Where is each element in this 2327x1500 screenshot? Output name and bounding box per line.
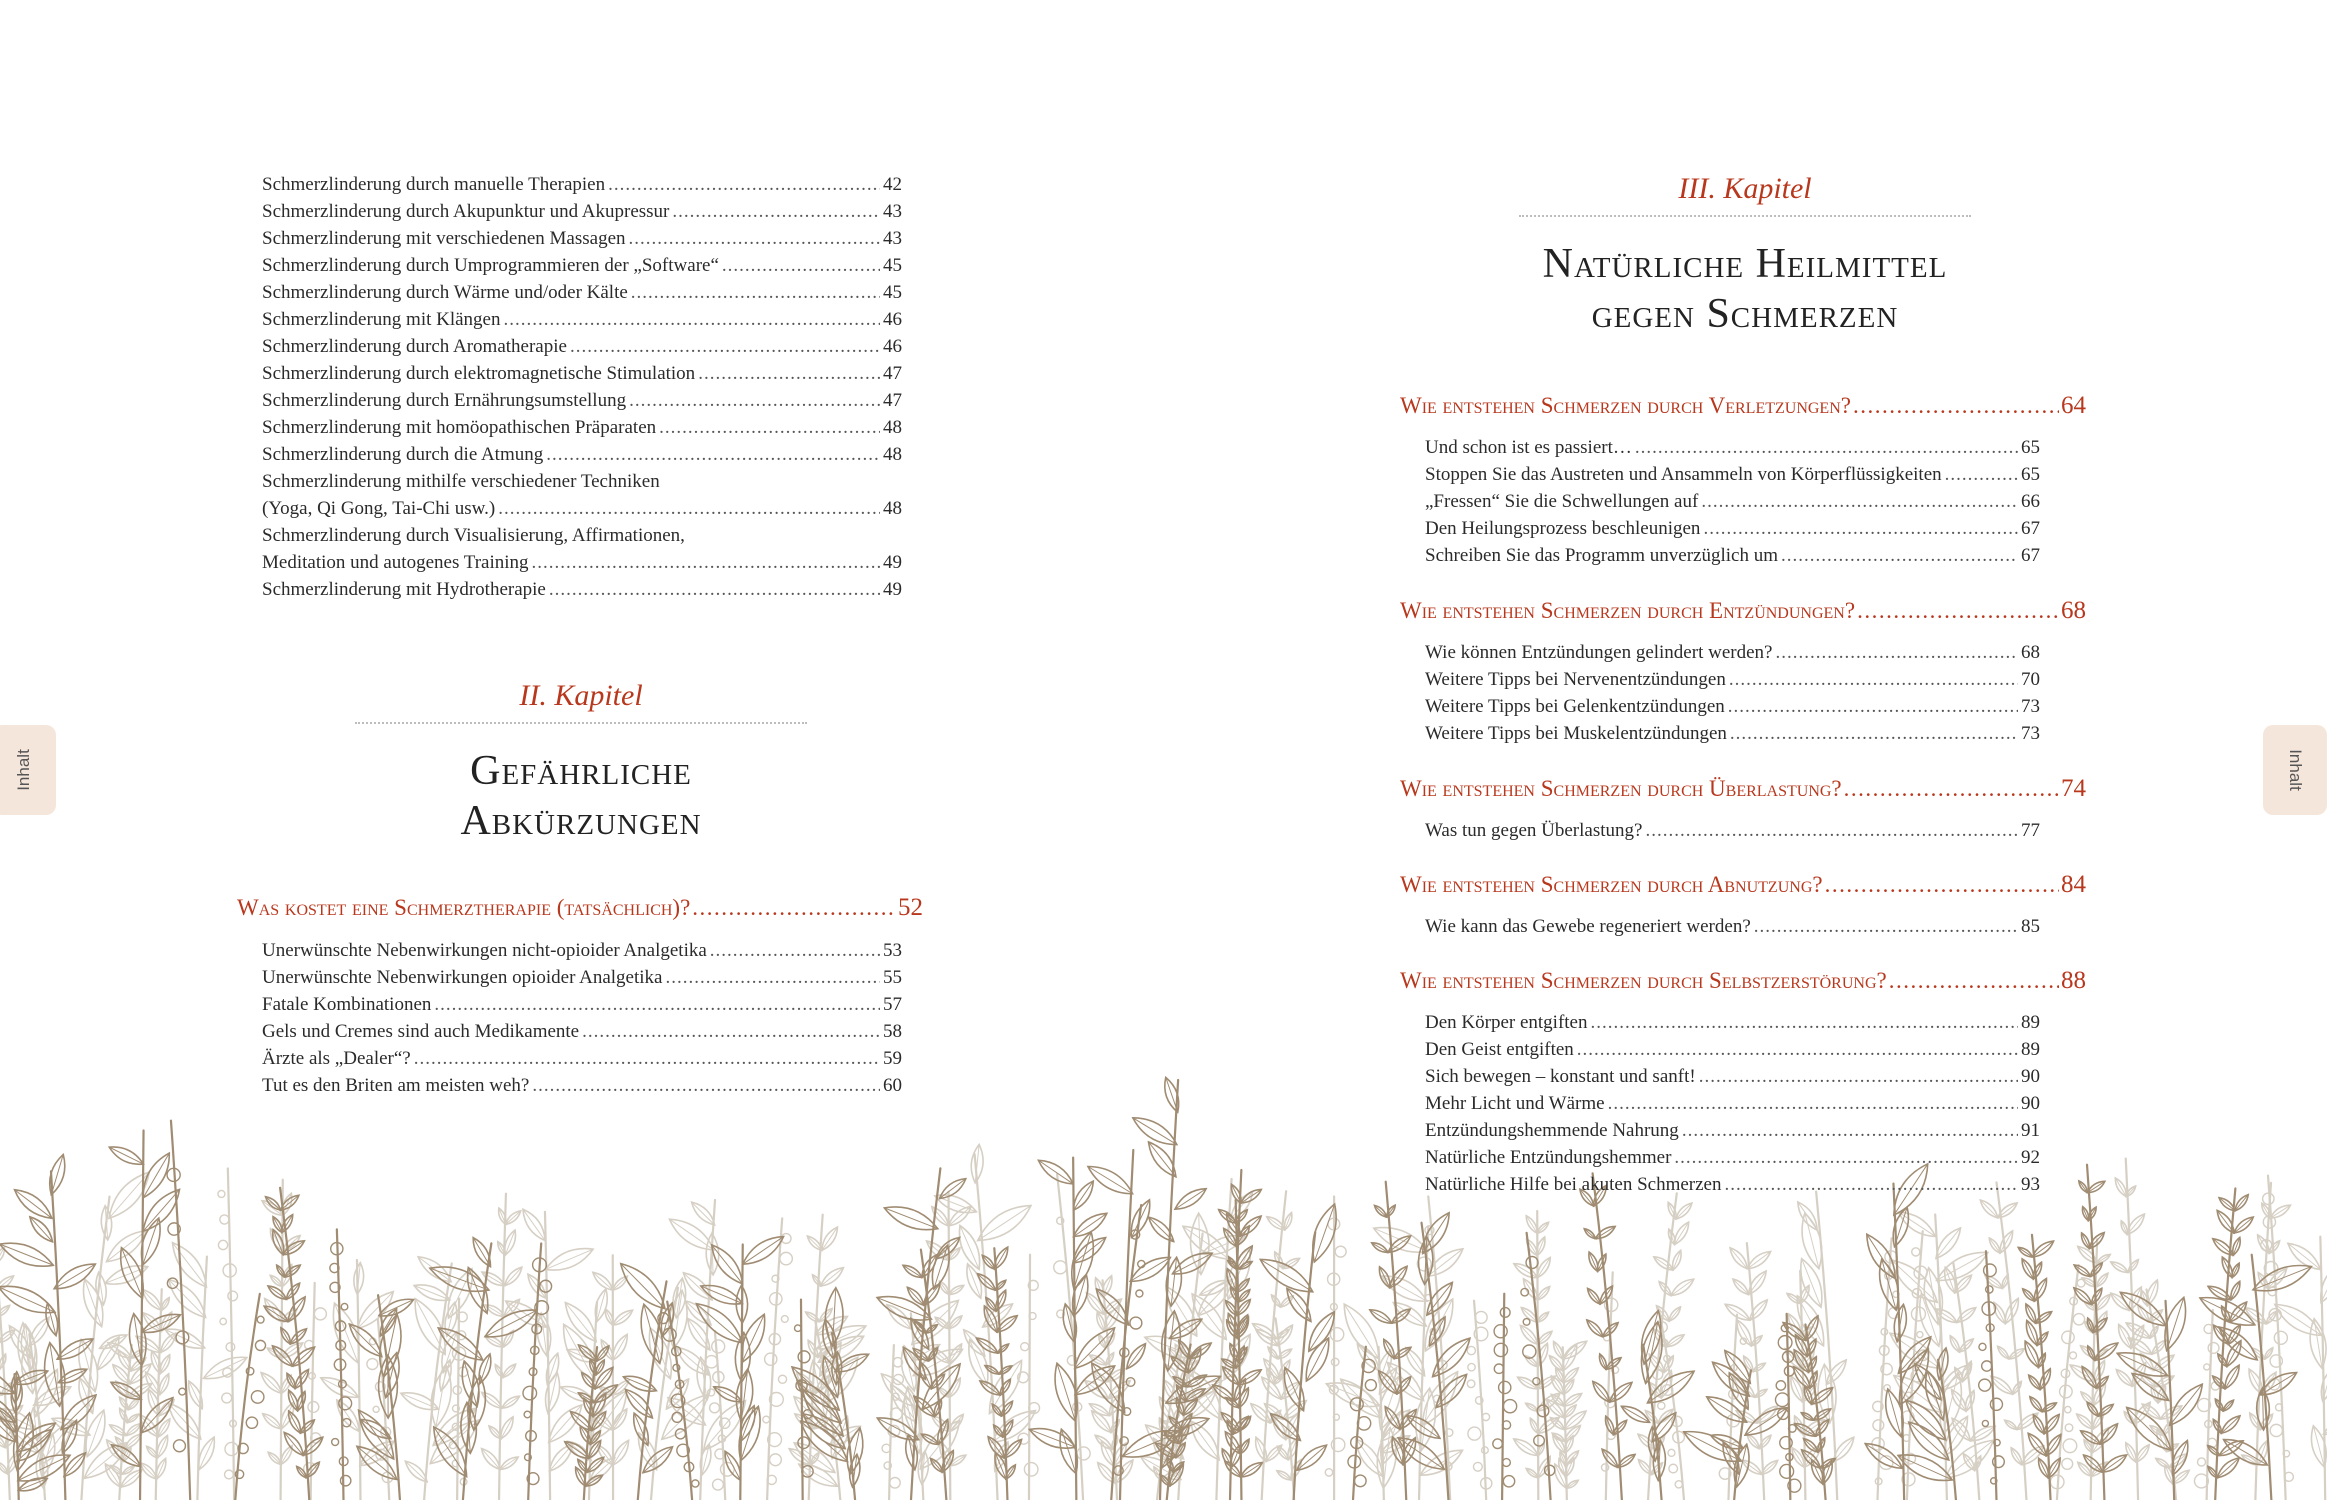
dot-leader bbox=[1853, 393, 2059, 419]
chapter-2-heading bbox=[355, 678, 807, 846]
dot-leader bbox=[1781, 542, 2018, 569]
toc-entry-title: Schmerzlinderung mit Hydrotherapie bbox=[262, 579, 546, 600]
dot-leader bbox=[582, 1018, 880, 1045]
chapter-3-heading bbox=[1519, 171, 1971, 339]
toc-entry-title: Unerwünschte Nebenwirkungen nicht-opioider Analgetika bbox=[262, 940, 707, 961]
toc-entry-title: Stoppen Sie das Austreten und Ansammeln von Körperflüssigkeiten bbox=[1425, 464, 1942, 485]
toc-entry-page: 73 bbox=[2021, 723, 2040, 744]
toc-entry-title: Weitere Tipps bei Nervenentzündungen bbox=[1425, 669, 1726, 690]
dot-leader bbox=[549, 576, 880, 603]
toc-entry-title: Gels und Cremes sind auch Medikamente bbox=[262, 1021, 580, 1042]
dot-leader bbox=[532, 549, 880, 576]
section-title: Wie entstehen Schmerzen durch Überlastung? bbox=[1400, 776, 1842, 801]
toc-entry-page: 48 bbox=[883, 444, 902, 465]
dot-leader bbox=[1682, 1117, 2018, 1144]
toc-entry[interactable] bbox=[1425, 1144, 2040, 1171]
side-tab-right bbox=[2263, 725, 2327, 815]
toc-entry-page: 73 bbox=[2021, 696, 2040, 717]
toc-entry-line: Schmerzlinderung mithilfe verschiedener Techniken bbox=[262, 471, 660, 492]
toc-entry[interactable] bbox=[1425, 461, 2040, 488]
toc-entry-title: Schmerzlinderung durch Akupunktur und Akupressur bbox=[262, 201, 670, 222]
toc-entry[interactable] bbox=[262, 225, 902, 252]
toc-entry-page: 47 bbox=[883, 390, 902, 411]
toc-entry[interactable] bbox=[262, 1045, 902, 1072]
toc-entry-page: 66 bbox=[2021, 491, 2040, 512]
toc-entry-page: 60 bbox=[883, 1075, 902, 1096]
dot-leader bbox=[1728, 693, 2018, 720]
divider bbox=[355, 722, 807, 724]
dot-leader bbox=[1608, 1090, 2018, 1117]
toc-section-entries bbox=[1425, 639, 2040, 747]
section-page: 64 bbox=[2061, 392, 2086, 419]
section-title: Wie entstehen Schmerzen durch Selbstzerstörung? bbox=[1400, 968, 1887, 993]
toc-entry-page: 57 bbox=[883, 994, 902, 1015]
toc-entry-page: 59 bbox=[883, 1048, 902, 1069]
toc-entry[interactable] bbox=[1425, 1009, 2040, 1036]
toc-entry[interactable] bbox=[262, 198, 902, 225]
toc-entry-page: 92 bbox=[2021, 1147, 2040, 1168]
toc-entry[interactable] bbox=[262, 1018, 902, 1045]
toc-entry[interactable] bbox=[1425, 639, 2040, 666]
toc-entry-title: „Fressen“ Sie die Schwellungen auf bbox=[1425, 491, 1699, 512]
section-page: 88 bbox=[2061, 967, 2086, 994]
toc-entry[interactable] bbox=[1425, 817, 2040, 844]
toc-entry-title: Schmerzlinderung durch Aromatherapie bbox=[262, 336, 567, 357]
toc-entry[interactable] bbox=[262, 495, 902, 522]
toc-entry-page: 65 bbox=[2021, 464, 2040, 485]
section-title: Was kostet eine Schmerztherapie (tatsächlich)? bbox=[237, 895, 691, 920]
dot-leader bbox=[1591, 1009, 2019, 1036]
toc-left-section bbox=[262, 937, 902, 1099]
toc-entry-page: 65 bbox=[2021, 437, 2040, 458]
dot-leader bbox=[608, 171, 880, 198]
dot-leader bbox=[1674, 1144, 2018, 1171]
toc-section-entries bbox=[1425, 434, 2040, 569]
toc-entry-page: 70 bbox=[2021, 669, 2040, 690]
toc-entry-title: Schmerzlinderung mit verschiedenen Massagen bbox=[262, 228, 626, 249]
toc-entry-title: Natürliche Hilfe bei akuten Schmerzen bbox=[1425, 1174, 1722, 1195]
section-page: 84 bbox=[2061, 871, 2086, 898]
dot-leader bbox=[1703, 515, 2018, 542]
toc-entry-title: Schmerzlinderung durch elektromagnetische Stimulation bbox=[262, 363, 696, 384]
toc-section-entries bbox=[1425, 817, 2040, 844]
toc-left-top bbox=[262, 171, 902, 603]
toc-entry-title: Weitere Tipps bei Gelenkentzündungen bbox=[1425, 696, 1725, 717]
dot-leader bbox=[710, 937, 880, 964]
toc-entry-line: Schmerzlinderung durch Visualisierung, Affirmationen, bbox=[262, 525, 685, 546]
toc-section-heading[interactable] bbox=[237, 894, 923, 922]
divider bbox=[1519, 215, 1971, 217]
dot-leader bbox=[1844, 776, 2059, 802]
dot-leader bbox=[631, 279, 880, 306]
toc-entry[interactable] bbox=[1425, 1117, 2040, 1144]
chapter-label: III. Kapitel bbox=[1678, 172, 1812, 205]
toc-entry-page: 90 bbox=[2021, 1066, 2040, 1087]
toc-entry[interactable] bbox=[262, 441, 902, 468]
dot-leader bbox=[1701, 488, 2018, 515]
toc-entry[interactable] bbox=[262, 576, 902, 603]
toc-entry[interactable] bbox=[1425, 720, 2040, 747]
dot-leader bbox=[1725, 1171, 2019, 1198]
toc-entry-title: Was tun gegen Überlastung? bbox=[1425, 820, 1643, 841]
toc-entry-title: Schmerzlinderung durch die Atmung bbox=[262, 444, 544, 465]
toc-entry[interactable] bbox=[1425, 434, 2040, 461]
toc-entry-title: Den Heilungsprozess beschleunigen bbox=[1425, 518, 1701, 539]
dot-leader bbox=[498, 495, 880, 522]
toc-entry[interactable] bbox=[262, 171, 902, 198]
toc-entry-title: Wie können Entzündungen gelindert werden? bbox=[1425, 642, 1773, 663]
toc-entry[interactable] bbox=[1425, 515, 2040, 542]
toc-entry-page: 48 bbox=[883, 417, 902, 438]
toc-entry[interactable] bbox=[262, 333, 902, 360]
dot-leader bbox=[546, 441, 880, 468]
toc-entry[interactable] bbox=[1425, 1090, 2040, 1117]
toc-entry-title: Und schon ist es passiert… bbox=[1425, 437, 1632, 458]
dot-leader bbox=[434, 991, 880, 1018]
dot-leader bbox=[1775, 639, 2018, 666]
toc-entry-page: 90 bbox=[2021, 1093, 2040, 1114]
toc-entry-page: 58 bbox=[883, 1021, 902, 1042]
toc-entry-page: 47 bbox=[883, 363, 902, 384]
toc-entry-page: 85 bbox=[2021, 916, 2040, 937]
dot-leader bbox=[1945, 461, 2018, 488]
dot-leader bbox=[1857, 598, 2059, 624]
toc-entry-title: Schmerzlinderung durch manuelle Therapien bbox=[262, 174, 606, 195]
toc-entry-title: Tut es den Briten am meisten weh? bbox=[262, 1075, 530, 1096]
toc-section-heading[interactable] bbox=[1400, 871, 2086, 899]
dot-leader bbox=[1635, 434, 2018, 461]
toc-entry-page: 89 bbox=[2021, 1012, 2040, 1033]
dot-leader bbox=[672, 198, 880, 225]
dot-leader bbox=[1699, 1063, 2018, 1090]
toc-entry-title: Den Geist entgiften bbox=[1425, 1039, 1574, 1060]
section-page: 74 bbox=[2061, 775, 2086, 802]
toc-entry-page: 46 bbox=[883, 309, 902, 330]
toc-entry-title: Weitere Tipps bei Muskelentzündungen bbox=[1425, 723, 1727, 744]
toc-entry-page: 49 bbox=[883, 579, 902, 600]
side-tab-left bbox=[0, 725, 56, 815]
dot-leader bbox=[1730, 720, 2018, 747]
toc-entry-title: Den Körper entgiften bbox=[1425, 1012, 1588, 1033]
toc-entry[interactable] bbox=[1425, 913, 2040, 940]
toc-entry-page: 55 bbox=[883, 967, 902, 988]
side-tab-label: Inhalt bbox=[2286, 749, 2305, 791]
toc-entry-title: Entzündungshemmende Nahrung bbox=[1425, 1120, 1679, 1141]
section-page: 68 bbox=[2061, 597, 2086, 624]
toc-entry[interactable] bbox=[262, 252, 902, 279]
dot-leader bbox=[659, 414, 880, 441]
toc-entry-page: 67 bbox=[2021, 518, 2040, 539]
toc-entry[interactable] bbox=[1425, 666, 2040, 693]
toc-entry-page: 89 bbox=[2021, 1039, 2040, 1060]
section-title: Wie entstehen Schmerzen durch Entzündungen? bbox=[1400, 598, 1856, 623]
dot-leader bbox=[1825, 872, 2059, 898]
section-title: Wie entstehen Schmerzen durch Abnutzung? bbox=[1400, 872, 1823, 897]
toc-entry-page: 53 bbox=[883, 940, 902, 961]
chapter-label: II. Kapitel bbox=[519, 679, 643, 712]
toc-entry[interactable] bbox=[262, 1072, 902, 1099]
toc-entry-title: Sich bewegen – konstant und sanft! bbox=[1425, 1066, 1696, 1087]
toc-entry[interactable] bbox=[262, 964, 902, 991]
toc-entry[interactable] bbox=[1425, 693, 2040, 720]
dot-leader bbox=[629, 387, 880, 414]
dot-leader bbox=[722, 252, 880, 279]
dot-leader bbox=[1729, 666, 2018, 693]
dot-leader bbox=[629, 225, 880, 252]
toc-entry-title: Natürliche Entzündungshemmer bbox=[1425, 1147, 1672, 1168]
dot-leader bbox=[414, 1045, 880, 1072]
toc-entry-title: Schmerzlinderung durch Wärme und/oder Kälte bbox=[262, 282, 628, 303]
dot-leader bbox=[1754, 913, 2018, 940]
toc-section-heading[interactable] bbox=[1400, 392, 2086, 420]
toc-entry-page: 91 bbox=[2021, 1120, 2040, 1141]
toc-entry[interactable] bbox=[262, 306, 902, 333]
dot-leader bbox=[1889, 968, 2059, 994]
toc-entry-title: Fatale Kombinationen bbox=[262, 994, 432, 1015]
toc-entry[interactable] bbox=[262, 387, 902, 414]
toc-entry-title: Schreiben Sie das Programm unverzüglich um bbox=[1425, 545, 1779, 566]
dot-leader bbox=[698, 360, 880, 387]
dot-leader bbox=[692, 895, 896, 921]
toc-entry-title: Schmerzlinderung durch Ernährungsumstellung bbox=[262, 390, 627, 411]
toc-entry[interactable] bbox=[1425, 1063, 2040, 1090]
toc-entry-page: 49 bbox=[883, 552, 902, 573]
toc-entry[interactable] bbox=[262, 937, 902, 964]
toc-entry[interactable] bbox=[1425, 1171, 2040, 1198]
side-tab-label: Inhalt bbox=[14, 749, 33, 791]
toc-entry-page: 45 bbox=[883, 255, 902, 276]
toc-entry[interactable] bbox=[262, 360, 902, 387]
toc-entry-title: Schmerzlinderung mit Klängen bbox=[262, 309, 501, 330]
toc-entry-title: Ärzte als „Dealer“? bbox=[262, 1048, 411, 1069]
toc-section-entries bbox=[1425, 1009, 2040, 1198]
chapter-title: Gefährliche Abkürzungen bbox=[460, 748, 702, 844]
toc-entry[interactable] bbox=[262, 414, 902, 441]
chapter-title: Natürliche Heilmittel gegen Schmerzen bbox=[1542, 241, 1948, 337]
dot-leader bbox=[665, 964, 880, 991]
dot-leader bbox=[570, 333, 880, 360]
toc-entry-page: 46 bbox=[883, 336, 902, 357]
toc-entry-page: 43 bbox=[883, 201, 902, 222]
toc-entry-title: Wie kann das Gewebe regeneriert werden? bbox=[1425, 916, 1751, 937]
toc-entry-page: 48 bbox=[883, 498, 902, 519]
toc-entry-page: 67 bbox=[2021, 545, 2040, 566]
toc-entry-page: 93 bbox=[2021, 1174, 2040, 1195]
toc-entry-page: 42 bbox=[883, 174, 902, 195]
toc-section-heading[interactable] bbox=[1400, 967, 2086, 995]
toc-entry-title: Schmerzlinderung durch Umprogrammieren der „Software“ bbox=[262, 255, 719, 276]
toc-entry[interactable] bbox=[1425, 1036, 2040, 1063]
toc-section-entries bbox=[1425, 913, 2040, 940]
dot-leader bbox=[532, 1072, 880, 1099]
toc-section-heading[interactable] bbox=[1400, 775, 2086, 803]
toc-entry[interactable] bbox=[1425, 542, 2040, 569]
toc-entry-page: 43 bbox=[883, 228, 902, 249]
toc-entry-title: Meditation und autogenes Training bbox=[262, 552, 529, 573]
toc-entry-title: Schmerzlinderung mit homöopathischen Präparaten bbox=[262, 417, 657, 438]
dot-leader bbox=[1645, 817, 2018, 844]
toc-entry[interactable] bbox=[262, 549, 902, 576]
dot-leader bbox=[1577, 1036, 2018, 1063]
toc-entry-title: Mehr Licht und Wärme bbox=[1425, 1093, 1605, 1114]
toc-entry[interactable] bbox=[262, 991, 902, 1018]
section-title: Wie entstehen Schmerzen durch Verletzungen? bbox=[1400, 393, 1851, 418]
section-page: 52 bbox=[898, 894, 923, 921]
toc-section-heading[interactable] bbox=[1400, 597, 2086, 625]
toc-entry-page: 68 bbox=[2021, 642, 2040, 663]
dot-leader bbox=[504, 306, 881, 333]
toc-entry-title: (Yoga, Qi Gong, Tai-Chi usw.) bbox=[262, 498, 496, 519]
toc-entry[interactable] bbox=[1425, 488, 2040, 515]
toc-entry-title: Unerwünschte Nebenwirkungen opioider Analgetika bbox=[262, 967, 663, 988]
toc-entry-page: 77 bbox=[2021, 820, 2040, 841]
toc-entry[interactable] bbox=[262, 279, 902, 306]
toc-entry-page: 45 bbox=[883, 282, 902, 303]
